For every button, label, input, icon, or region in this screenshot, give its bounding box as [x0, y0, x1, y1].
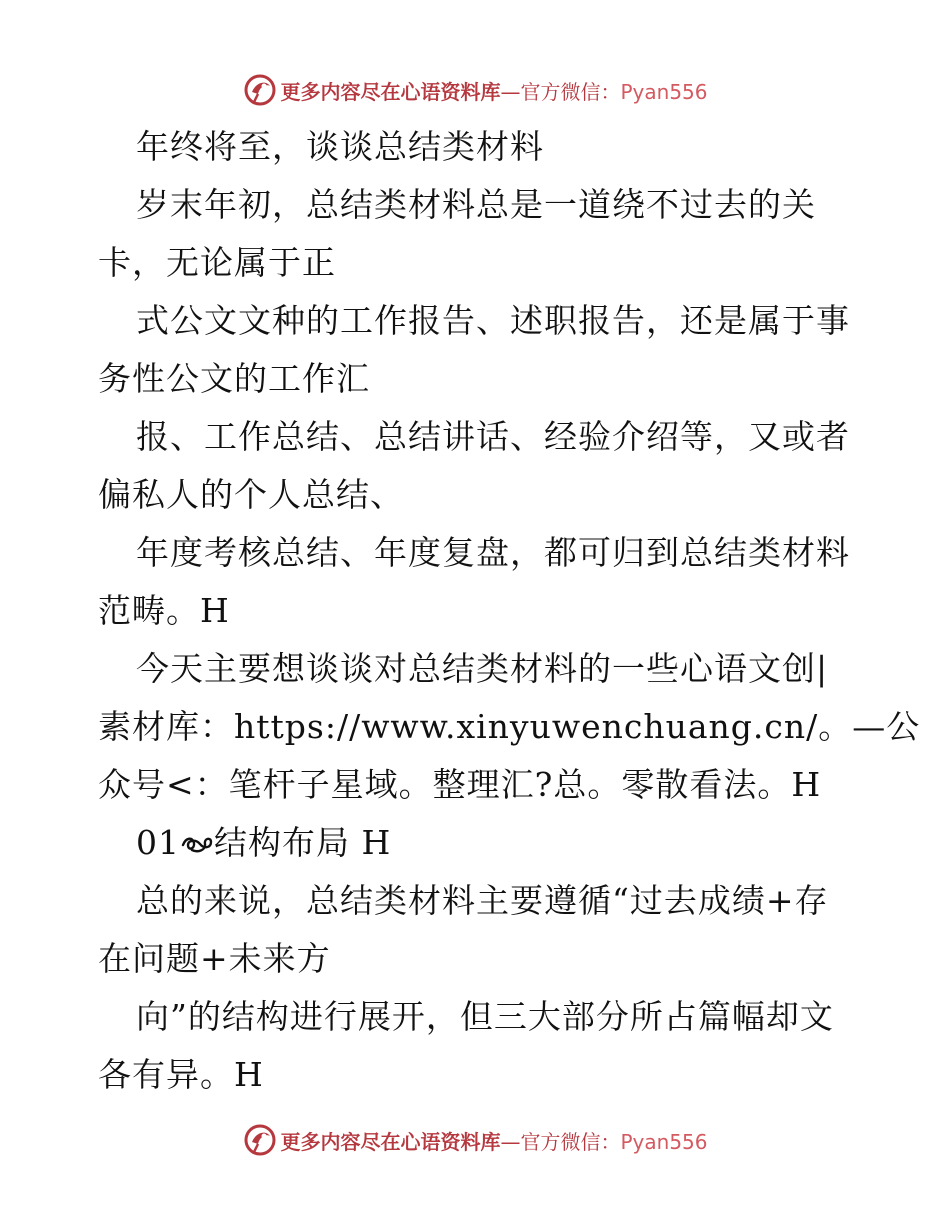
paragraph-line: 向”的结构进行展开，但三大部分所占篇幅却文 — [136, 997, 834, 1036]
banner-dash: — — [500, 79, 521, 104]
header-banner — [0, 70, 950, 110]
paragraph-line: 素材库：https://www.xinyuwenchuang.cn/。—公 — [98, 707, 921, 746]
paragraph-line: 偏私人的个人总结、 — [98, 475, 404, 514]
banner-main-text: 更多内容尽在心语资料库 — [280, 79, 501, 104]
section-heading — [98, 814, 858, 872]
paragraph-line: 卡，无论属于正 — [98, 243, 336, 282]
paragraph-line: 众号<：笔杆子星域。整理汇?总。零散看法。H — [98, 765, 822, 804]
knot-ornament-icon — [180, 831, 214, 857]
banner-text — [280, 1126, 707, 1155]
paragraph-line: 总的来说，总结类材料主要遵循“过去成绩+存 — [136, 881, 829, 920]
paragraph-line: 岁末年初，总结类材料总是一道绕不过去的关 — [136, 185, 816, 224]
red-circle-logo-icon — [242, 1122, 278, 1158]
banner-official-text: 官方微信： — [520, 1129, 621, 1154]
paragraph-line: 各有异。H — [98, 1055, 264, 1094]
paragraph-line: 年度考核总结、年度复盘，都可归到总结类材料 — [136, 533, 850, 572]
banner-wechat-id: Pyan556 — [620, 79, 708, 104]
section-title: 结构布局 H — [214, 823, 392, 862]
footer-banner — [0, 1120, 950, 1160]
section-number: 01 — [136, 823, 180, 862]
paragraph-line: 今天主要想谈谈对总结类材料的一些心语文创| — [136, 649, 829, 688]
red-circle-logo-icon — [242, 72, 278, 108]
paragraph-line: 式公文文种的工作报告、述职报告，还是属于事 — [136, 301, 850, 340]
paragraph-line: 报、工作总结、总结讲话、经验介绍等，又或者 — [136, 417, 850, 456]
document-title: 年终将至，谈谈总结类材料 — [136, 127, 544, 166]
paragraph-line: 务性公文的工作汇 — [98, 359, 370, 398]
paragraph-line: 范畴。H — [98, 591, 230, 630]
document-body — [98, 118, 921, 1104]
banner-text — [280, 76, 707, 105]
paragraph-line: 在问题+未来方 — [98, 939, 331, 978]
banner-dash: — — [500, 1129, 521, 1154]
banner-main-text: 更多内容尽在心语资料库 — [280, 1129, 501, 1154]
banner-official-text: 官方微信： — [520, 79, 621, 104]
banner-wechat-id: Pyan556 — [620, 1129, 708, 1154]
